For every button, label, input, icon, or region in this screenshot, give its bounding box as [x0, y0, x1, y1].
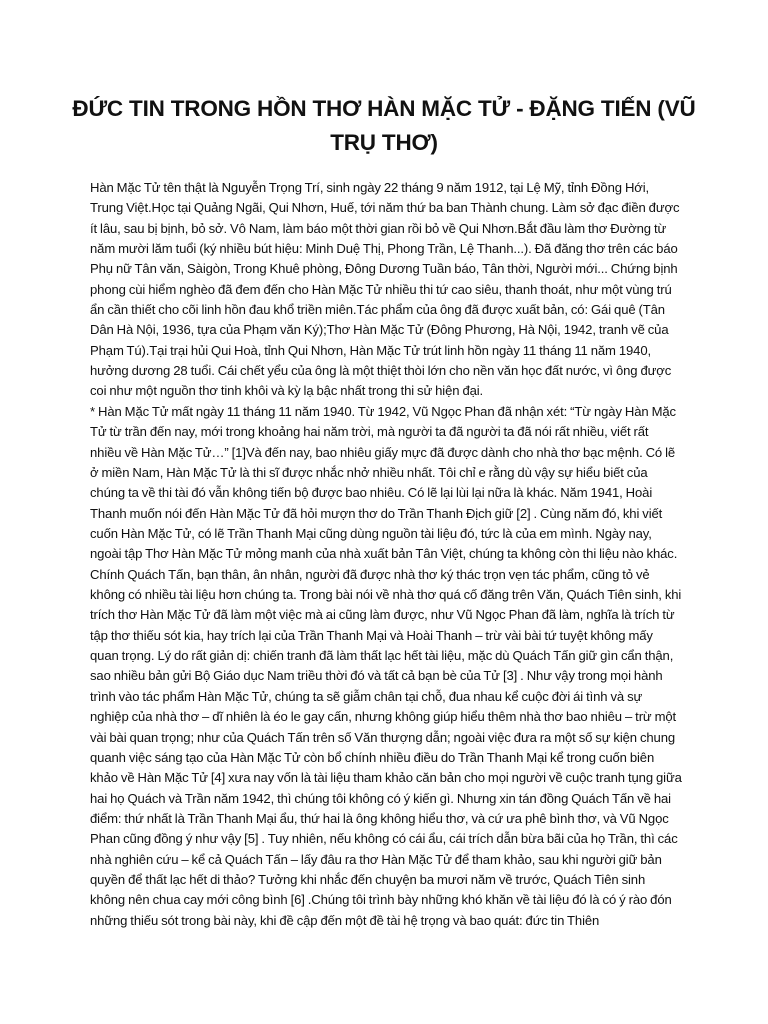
paragraph-body: * Hàn Mặc Tử mất ngày 11 tháng 11 năm 1940. Từ 1942, Vũ Ngọc Phan đã nhận xét: “Từ ngày Hàn Mặc Tử từ trần đến nay, mới trong khoảng hai năm trời, mà người ta đã người ta đã nói rất nhiều, viết rất nhiều về Hàn Mặc Tử…” [1]Và đến nay, bao nhiêu giấy mực đã được dành cho nhà thơ bạc mệnh. Có lẽ ở miền Nam, Hàn Mặc Tử là thi sĩ được nhắc nhở nhiều nhất. Tôi chỉ e rằng dù vậy sự hiểu biết của chúng ta về thi tài đó vẫn không tiến bộ được bao nhiêu. Có lẽ lại lùi lại nữa là khác. Năm 1941, Hoài Thanh muốn nói đến Hàn Mặc Tử đã hỏi mượn thơ do Trần Thanh Địch giữ [2] . Cùng năm đó, khi viết cuốn Hàn Mặc Tử, có lẽ Trần Thanh Mại cũng dùng nguồn tài liệu đó, tức là của em mình. Ngày nay, ngoài tập Thơ Hàn Mặc Tử mỏng manh của nhà xuất bản Tân Việt, chúng ta không còn thi liệu nào khác. Chính Quách Tấn, bạn thân, ân nhân, người đã được nhà thơ ký thác trọn vẹn tác phẩm, cũng tỏ vẻ không có nhiều tài liệu hơn chúng ta. Trong bài nói về nhà thơ quá cố đăng trên Văn, Quách Tiên sinh, khi trích thơ Hàn Mặc Tử đã làm một việc mà ai cũng làm được, như Vũ Ngọc Phan đã làm, nghĩa là trích từ tập thơ thiếu sót kia, hay trích lại của Trần Thanh Mại và Hoài Thanh – trừ vài bài tứ tuyệt không mấy quan trọng. Lý do rất giản dị: chiến tranh đã làm thất lạc hết tài liệu, mặc dù Quách Tấn giữ gìn cẩn thận, sao nhiều bản gửi Bộ Giáo dục Nam triều thời đó và tất cả bạn bè của Tử [3] . Như vậy trong mọi hành trình vào tác phẩm Hàn Mặc Tử, chúng ta sẽ giẫm chân tại chỗ, đua nhau kể cuộc đời ái tình và sự nghiệp của nhà thơ – dĩ nhiên là éo le gay cấn, nhưng không giúp hiểu thêm nhà thơ bao nhiêu – trừ một vài bài quan trọng; như của Quách Tấn trên số Văn thượng dẫn; ngoài việc đưa ra một số sự kiện chung quanh việc sáng tạo của Hàn Mặc Tử còn bổ chính nhiều điều do Trần Thanh Mại kể trong cuốn biên khảo về Hàn Mặc Tử [4] xưa nay vốn là tài liệu tham khảo căn bản cho mọi người về cuộc tranh tụng giữa hai họ Quách và Trần năm 1942, thì chúng tôi không có ý kiến gì. Nhưng xin tán đồng Quách Tấn về hai điểm: thứ nhất là Trần Thanh Mại ẩu, thứ hai là ông không hiểu thơ, và cứ ưa phê bình thơ, và Vũ Ngọc Phan cũng đồng ý như vậy [5] . Tuy nhiên, nếu không có cái ẩu, cái trích dẫn bừa bãi của họ Trần, thì các nhà nghiên cứu – kể cả Quách Tấn – lấy đâu ra thơ Hàn Mặc Tử để tham khảo, sau khi người giữ bản quyền để thất lạc hết di thảo? Tưởng khi nhắc đến chuyện ba mươi năm về trước, Quách Tiên sinh không nên chua cay mới công bình [6] .Chúng tôi trình bày những khó khăn về tài liệu đó là có ý rào đón những thiếu sót trong bài này, khi đề cập đến một đề tài hệ trọng và bao quát: đức tin Thiên — [90, 404, 682, 928]
document-title: ĐỨC TIN TRONG HỒN THƠ HÀN MẶC TỬ - ĐẶNG TIẾN (VŨ TRỤ THƠ) — [72, 96, 696, 155]
paragraph-intro: Hàn Mặc Tử tên thật là Nguyễn Trọng Trí, sinh ngày 22 tháng 9 năm 1912, tại Lệ Mỹ, tỉnh Đồng Hới, Trung Việt.Học tại Quảng Ngãi, Qui Nhơn, Huế, tới năm thứ ba ban Thành chung. Làm sở đạc điền được ít lâu, sau bị bịnh, bỏ sở. Vô Nam, làm báo một thời gian rồi bỏ về Qui Nhơn.Bắt đầu làm thơ Đường từ năm mười lăm tuổi (ký nhiều bút hiệu: Minh Duệ Thị, Phong Trần, Lệ Thanh...). Đã đăng thơ trên các báo Phụ nữ Tân văn, Sàigòn, Trong Khuê phòng, Đông Dương Tuần báo, Tân thời, Người mới... Chứng bịnh phong cùi hiểm nghèo đã đem đến cho Hàn Mặc Tử nhiều thi tứ cao siêu, thanh thoát, như một vùng trú ẩn cần thiết cho cõi linh hồn đau khổ triền miên.Tác phẩm của ông đã được xuất bản, có: Gái quê (Tân Dân Hà Nội, 1936, tựa của Phạm văn Ký);Thơ Hàn Mặc Tử (Đông Phương, Hà Nội, 1942, tranh vẽ của Phạm Tú).Tại trại hủi Qui Hoà, tỉnh Qui Nhơn, Hàn Mặc Tử trút linh hồn ngày 11 tháng 11 năm 1940, hưởng dương 28 tuổi. Cái chết yểu của ông là một thiệt thòi lớn cho nền văn học đất nước, vì ông được coi như một nguồn thơ tinh khôi và kỳ lạ bậc nhất trong thi sử hiện đại. — [90, 180, 680, 399]
